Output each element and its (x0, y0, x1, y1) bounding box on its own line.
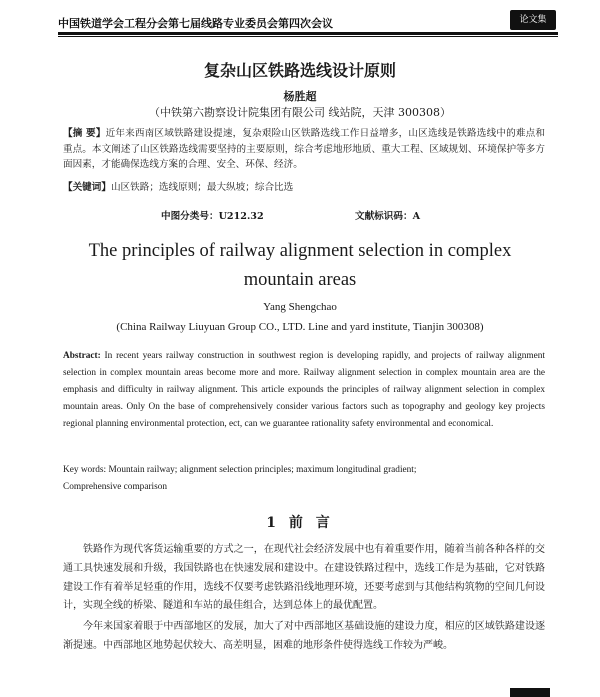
abstract-en-text: In recent years railway construction in southwest region is developing rapidly, and projects of railway alignment selection in complex mountain areas become more and more. Railway alignment selection in complex mountain area are the emphasis and difficulty in railway alignment. This article expounds the principles of railway alignment selection in complex mountain areas. Only On the base of comprehensively consider various factors such as topography and geology key projects regional planning environmental protection, ect, can we guarantee rationality safety environmental and economical. (63, 351, 545, 429)
abstract-cn-label: 【摘 要】 (63, 128, 106, 139)
proceedings-logo: 论文集 (510, 10, 556, 30)
author-name-en: Yang Shengchao (263, 301, 337, 313)
abstract-en-label: Abstract: (63, 351, 101, 361)
abstract-cn-text: 近年来西南区域铁路建设提速，复杂艰险山区铁路选线工作日益增多，山区选线是铁路选线中的难点和重点。本文阐述了山区铁路选线需要坚持的主要原则，综合考虑地形地质、重大工程、区域规划、环境保护等多方面因素，才能确保选线方案的合理、安全、环保、经济。 (63, 128, 545, 170)
body-text (63, 541, 545, 658)
affiliation-cn: （中铁第六勘察设计院集团有限公司 线站院，天津 300308） (149, 106, 451, 119)
author-name-cn: 杨胜超 (283, 90, 317, 103)
body-paragraph: 今年来国家着眼于中西部地区的发展，加大了对中西部地区基础设施的建设力度，相应的区域铁路建设逐渐提速。中西部地区地势起伏较大、高差明显，困难的地形条件使得选线工作较为严峻。 (63, 621, 545, 651)
keywords-en-text: Mountain railway; alignment selection principles; maximum longitudinal gradient; (108, 465, 417, 475)
running-title: 中国铁道学会工程分会第七届线路专业委员会第四次会议 (58, 17, 333, 30)
paper-title-en: The principles of railway alignment selection in complex mountain areas (88, 241, 512, 290)
document-code: 文献标识码：A (355, 211, 421, 222)
section-heading: 1 前 言 (266, 515, 334, 531)
clc-number: 中图分类号：U212.32 (161, 211, 264, 222)
keywords-cn (63, 180, 545, 196)
abstract-cn (63, 126, 545, 173)
keywords-en (63, 462, 545, 496)
paper-title-cn: 复杂山区铁路选线设计原则 (203, 61, 396, 80)
keywords-cn-label: 【关键词】 (63, 182, 111, 193)
keywords-en-label: Key words: (63, 465, 107, 475)
running-header (58, 12, 558, 32)
body-paragraph: 铁路作为现代客货运输重要的方式之一，在现代社会经济发展中也有着重要作用，随着当前各种各样的交通工具快速发展和升级，我国铁路也在快速发展和建设中。在建设铁路过程中，选线工作是为基础，它对铁路建设工作有着举足轻重的作用，选线不仅要考虑铁路沿线地理环境，还要考虑到与其他结构筑物的空间几何设计，实现全线的桥梁、隧道和车站的最佳组合，达到总体上的最优配置。 (63, 544, 545, 612)
abstract-en (63, 348, 545, 433)
header-rule (58, 32, 558, 35)
keywords-en-text-2: Comprehensive comparison (63, 482, 168, 492)
affiliation-en: (China Railway Liuyuan Group CO., LTD. Line and yard institute, Tianjin 300308) (116, 321, 484, 333)
keywords-cn-text: 山区铁路；选线原则；最大纵坡；综合比选 (110, 182, 294, 193)
header-rule-thin (58, 36, 558, 37)
page-corner-mark (510, 688, 550, 697)
